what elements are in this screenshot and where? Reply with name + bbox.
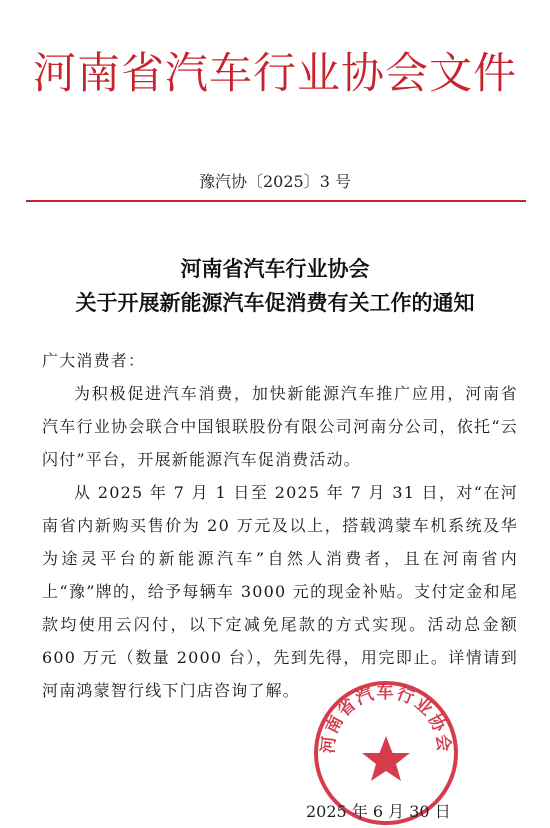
notice-title-line-1: 河南省汽车行业协会: [180, 256, 370, 281]
notice-title: [0, 252, 550, 320]
red-divider-line: [26, 200, 526, 202]
paragraph-2: 从 2025 年 7 月 1 日至 2025 年 7 月 31 日，对“在河南省内新购买售价为 20 万元及以上，搭载鸿蒙车机系统及华为途灵平台的新能源汽车”自然人消费者，且在河南省内上“豫”牌的，给予每辆车 3000 元的现金补贴。支付定金和尾款均使用云闪付，以下定减免尾款的方式实现。活动总金额 600 万元（数量 2000 台），先到先得，用完即止。详情请到河南鸿蒙智行线下门店咨询了解。: [42, 483, 518, 700]
document-header-title: 河南省汽车行业协会文件: [33, 49, 517, 99]
notice-title-line-2: 关于开展新能源汽车促消费有关工作的通知: [75, 290, 475, 315]
sign-date: 2025 年 6 月 30 日: [306, 802, 451, 821]
salutation: 广大消费者：: [42, 351, 146, 370]
paragraph-1: 为积极促进汽车消费，加快新能源汽车推广应用，河南省汽车行业协会联合中国银联股份有限公司河南分公司，依托“云闪付”平台，开展新能源汽车促消费活动。: [42, 384, 518, 469]
notice-body: [42, 344, 518, 707]
document-number: 豫汽协〔2025〕3 号: [199, 172, 351, 191]
seal-star-icon: [362, 736, 410, 781]
seal-text: 河南省汽车行业协会: [318, 682, 454, 755]
